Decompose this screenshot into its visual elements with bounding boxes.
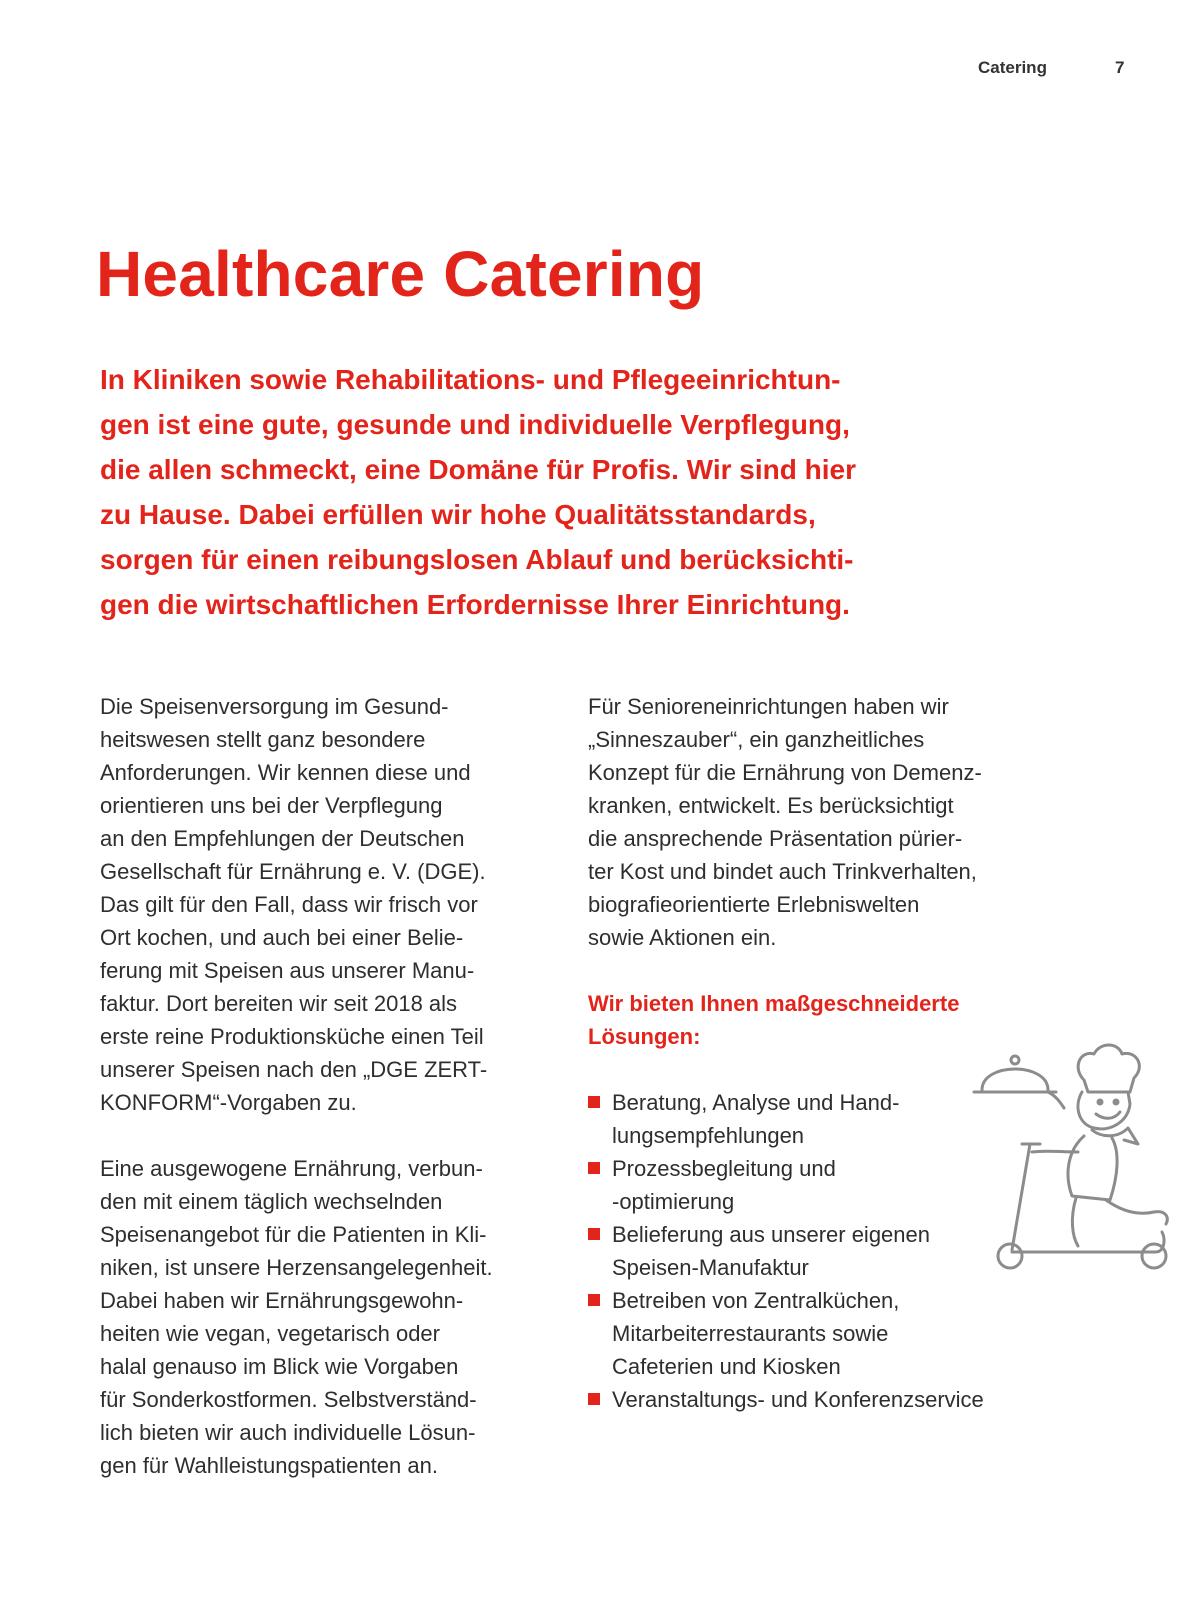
text-line: Konzept für die Ernährung von Demenz- (588, 760, 982, 785)
text-line: ferung mit Speisen aus unserer Manu- (100, 958, 475, 983)
text-line: Mitarbeiterrestaurants sowie (612, 1321, 889, 1346)
text-line: Ort kochen, und auch bei einer Belie- (100, 925, 464, 950)
text-line: ter Kost und bindet auch Trinkverhalten, (588, 859, 977, 884)
text-line: Für Senioreneinrichtungen haben wir (588, 694, 949, 719)
body-paragraph-ernaehrung (100, 1152, 570, 1482)
text-line: den mit einem täglich wechselnden (100, 1189, 443, 1214)
square-bullet-icon (588, 1096, 600, 1108)
text-line: Gesellschaft für Ernährung e. V. (DGE). (100, 859, 486, 884)
header-section-label: Catering (978, 58, 1047, 77)
body-paragraph-speisenversorgung (100, 690, 570, 1119)
text-line: Anforderungen. Wir kennen diese und (100, 760, 471, 785)
text-line: „Sinneszauber“, ein ganzheitliches (588, 727, 925, 752)
lead-line: In Kliniken sowie Rehabilitations- und Pflegeeinrichtun- (100, 364, 841, 395)
text-line: kranken, entwickelt. Es berücksichtigt (588, 793, 954, 818)
text-line: für Sonderkostformen. Selbstverständ- (100, 1387, 477, 1412)
left-column (100, 690, 570, 1515)
text-line: an den Empfehlungen der Deutschen (100, 826, 465, 851)
text-line: Das gilt für den Fall, dass wir frisch vor (100, 892, 478, 917)
text-line: biografieorientierte Erlebniswelten (588, 892, 920, 917)
text-line: heitswesen stellt ganz besondere (100, 727, 426, 752)
body-paragraph-senioren (588, 690, 1068, 954)
text-line: sowie Aktionen ein. (588, 925, 777, 950)
lead-line: gen die wirtschaftlichen Erfordernisse Ihrer Einrichtung. (100, 589, 850, 620)
text-line: Lösungen: (588, 1024, 701, 1049)
text-line: erste reine Produktionsküche einen Teil (100, 1024, 484, 1049)
text-line: Die Speisenversorgung im Gesund- (100, 694, 449, 719)
text-line: Prozessbegleitung und (612, 1156, 836, 1181)
text-line: heiten wie vegan, vegetarisch oder (100, 1321, 440, 1346)
text-line: unserer Speisen nach den „DGE ZERT- (100, 1057, 488, 1082)
lead-line: die allen schmeckt, eine Domäne für Profis. Wir sind hier (100, 454, 856, 485)
text-line: lich bieten wir auch individuelle Lösun- (100, 1420, 476, 1445)
lead-line: gen ist eine gute, gesunde und individuelle Verpflegung, (100, 409, 850, 440)
text-line: Dabei haben wir Ernährungsgewohn- (100, 1288, 464, 1313)
text-line: die ansprechende Präsentation pürier- (588, 826, 963, 851)
text-line: Belieferung aus unserer eigenen (612, 1222, 931, 1247)
page-number: 7 (1115, 58, 1125, 77)
text-line: halal genauso im Blick wie Vorgaben (100, 1354, 459, 1379)
list-item (588, 1284, 1068, 1383)
text-line: Speisenangebot für die Patienten in Kli- (100, 1222, 487, 1247)
text-line: Beratung, Analyse und Hand- (612, 1090, 900, 1115)
text-line: lungsempfehlungen (612, 1123, 805, 1148)
square-bullet-icon (588, 1393, 600, 1405)
square-bullet-icon (588, 1162, 600, 1174)
lead-line: zu Hause. Dabei erfüllen wir hohe Qualitätsstandards, (100, 499, 816, 530)
page-title: Healthcare Catering (96, 238, 705, 310)
text-line: orientieren uns bei der Verpflegung (100, 793, 443, 818)
text-line: faktur. Dort bereiten wir seit 2018 als (100, 991, 458, 1016)
text-line: Veranstaltungs- und Konferenzservice (612, 1387, 984, 1412)
text-line: KONFORM“-Vorgaben zu. (100, 1090, 357, 1115)
text-line: Eine ausgewogene Ernährung, verbun- (100, 1156, 483, 1181)
text-line: Betreiben von Zentralküchen, (612, 1288, 900, 1313)
text-line: Speisen-Manufaktur (612, 1255, 809, 1280)
text-line: -optimierung (612, 1189, 735, 1214)
text-line: niken, ist unsere Herzensangelegenheit. (100, 1255, 493, 1280)
square-bullet-icon (588, 1294, 600, 1306)
chef-on-scooter-icon (960, 1040, 1180, 1280)
text-line: gen für Wahlleistungspatienten an. (100, 1453, 438, 1478)
square-bullet-icon (588, 1228, 600, 1240)
list-item (588, 1383, 1068, 1416)
text-line: Cafeterien und Kiosken (612, 1354, 841, 1379)
lead-line: sorgen für einen reibungslosen Ablauf und berücksichti- (100, 544, 854, 575)
lead-paragraph (100, 357, 1040, 627)
text-line: Wir bieten Ihnen maßgeschneiderte (588, 991, 960, 1016)
